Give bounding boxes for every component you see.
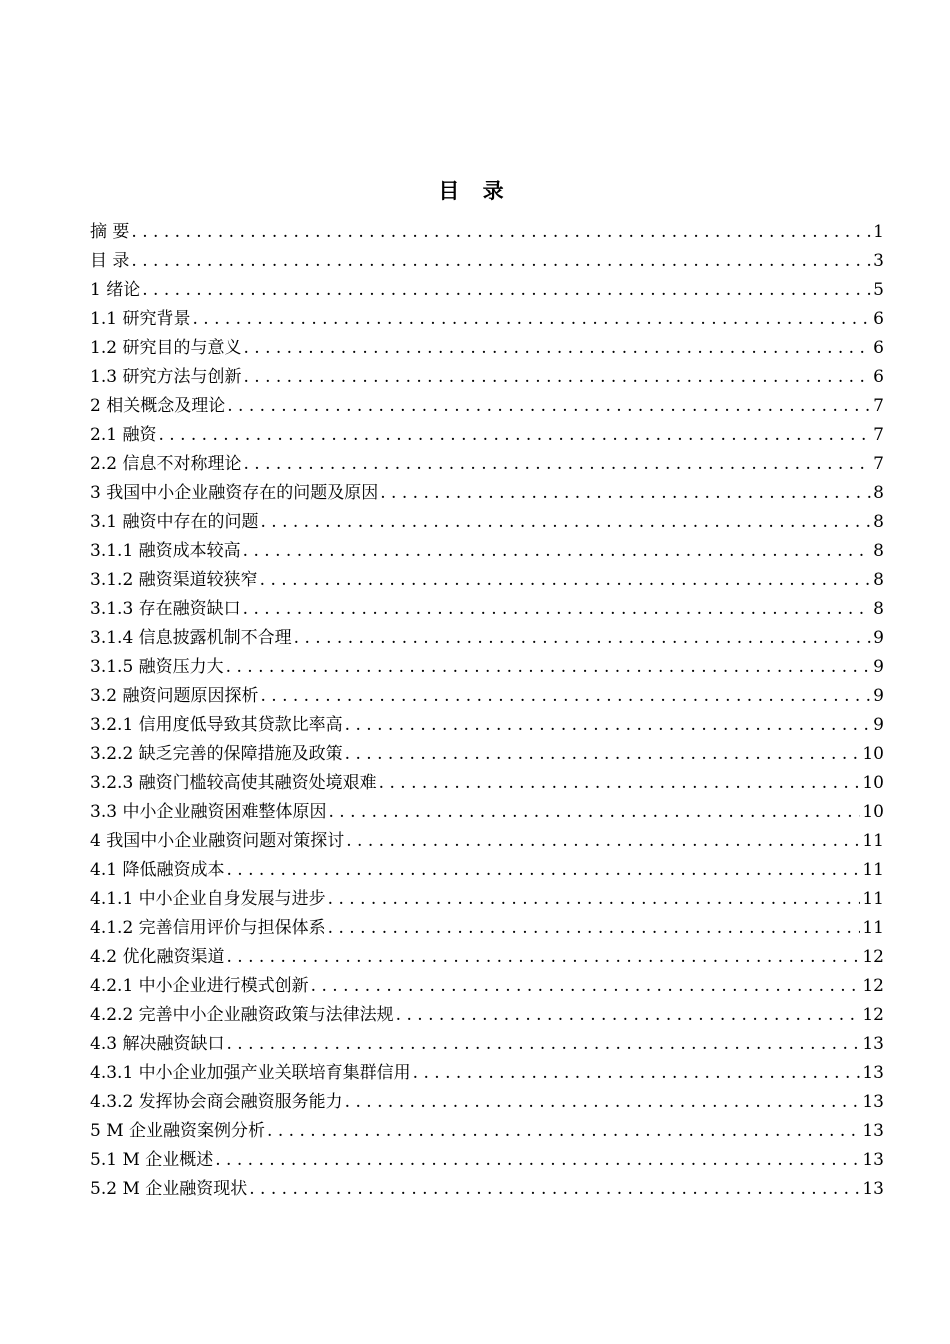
- toc-entry-label: 3.2.3 融资门槛较高使其融资处境艰难: [90, 773, 377, 793]
- toc-dot-leader: [326, 798, 860, 827]
- toc-entry-page-number: 10: [862, 744, 884, 764]
- toc-entry-page-number: 12: [862, 1005, 884, 1025]
- toc-dot-leader: [241, 334, 871, 363]
- toc-title: 目 录: [438, 179, 512, 203]
- toc-entry[interactable]: [90, 276, 884, 305]
- toc-entry-page-number: 11: [862, 860, 884, 880]
- toc-entry-label: 4 我国中小企业融资问题对策探讨: [90, 831, 345, 851]
- toc-entry[interactable]: [90, 914, 884, 943]
- toc-entry[interactable]: [90, 856, 884, 885]
- toc-entry[interactable]: [90, 247, 884, 276]
- toc-entry-page-number: 8: [873, 483, 884, 503]
- toc-dot-leader: [190, 305, 871, 334]
- toc-entry-page-number: 13: [862, 1063, 884, 1083]
- toc-entry[interactable]: [90, 624, 884, 653]
- toc-dot-leader: [378, 479, 871, 508]
- toc-dot-leader: [343, 1088, 861, 1117]
- toc-dot-leader: [224, 1030, 860, 1059]
- toc-entry-page-number: 9: [873, 686, 884, 706]
- toc-dot-leader: [343, 740, 861, 769]
- toc-entry[interactable]: [90, 566, 884, 595]
- toc-entry-label: 4.1 降低融资成本: [90, 860, 225, 880]
- toc-entry-label: 5.2 M 企业融资现状: [90, 1179, 248, 1199]
- toc-dot-leader: [224, 943, 860, 972]
- toc-dot-leader: [129, 218, 871, 247]
- toc-dot-leader: [411, 1059, 861, 1088]
- toc-entry[interactable]: [90, 1059, 884, 1088]
- toc-entry-page-number: 11: [862, 918, 884, 938]
- toc-entry-page-number: 11: [862, 831, 884, 851]
- toc-entry-label: 1.1 研究背景: [90, 309, 191, 329]
- toc-entry-page-number: 13: [862, 1034, 884, 1054]
- toc-entry-label: 4.2 优化融资渠道: [90, 947, 225, 967]
- toc-entry-label: 4.1.1 中小企业自身发展与进步: [90, 889, 326, 909]
- toc-entry-label: 4.1.2 完善信用评价与担保体系: [90, 918, 326, 938]
- toc-entry[interactable]: [90, 218, 884, 247]
- toc-dot-leader: [213, 1146, 860, 1175]
- toc-entry-page-number: 8: [873, 570, 884, 590]
- toc-entry-page-number: 11: [862, 889, 884, 909]
- toc-dot-leader: [394, 1001, 861, 1030]
- toc-entry-page-number: 6: [873, 338, 884, 358]
- toc-dot-leader: [247, 1175, 860, 1204]
- toc-entry-page-number: 10: [862, 802, 884, 822]
- toc-entry[interactable]: [90, 334, 884, 363]
- toc-dot-leader: [326, 914, 861, 943]
- toc-entry-page-number: 1: [873, 222, 884, 242]
- toc-entry-page-number: 12: [862, 976, 884, 996]
- toc-entry[interactable]: [90, 827, 884, 856]
- toc-dot-leader: [309, 972, 861, 1001]
- toc-entry-label: 4.2.2 完善中小企业融资政策与法律法规: [90, 1005, 394, 1025]
- toc-entry-label: 4.3.1 中小企业加强产业关联培育集群信用: [90, 1063, 411, 1083]
- toc-dot-leader: [156, 421, 871, 450]
- toc-dot-leader: [344, 827, 860, 856]
- toc-entry-label: 4.3.2 发挥协会商会融资服务能力: [90, 1092, 343, 1112]
- toc-entry[interactable]: [90, 1001, 884, 1030]
- toc-entry[interactable]: [90, 972, 884, 1001]
- toc-entry-page-number: 12: [862, 947, 884, 967]
- toc-dot-leader: [241, 450, 871, 479]
- toc-entry-label: 3.1.2 融资渠道较狭窄: [90, 570, 258, 590]
- toc-entry-label: 1.3 研究方法与创新: [90, 367, 242, 387]
- toc-entry-label: 3.3 中小企业融资困难整体原因: [90, 802, 327, 822]
- toc-dot-leader: [241, 595, 872, 624]
- toc-entry-page-number: 13: [862, 1121, 884, 1141]
- toc-entry-label: 摘 要: [90, 222, 130, 242]
- toc-entry[interactable]: [90, 682, 884, 711]
- toc-dot-leader: [224, 653, 872, 682]
- toc-dot-leader: [224, 856, 860, 885]
- toc-entry[interactable]: [90, 798, 884, 827]
- toc-entry-label: 2.2 信息不对称理论: [90, 454, 242, 474]
- toc-entry-page-number: 10: [862, 773, 884, 793]
- toc-entry-label: 3.2.2 缺乏完善的保障措施及政策: [90, 744, 343, 764]
- toc-entry-label: 3.1.5 融资压力大: [90, 657, 224, 677]
- toc-entry-page-number: 3: [873, 251, 884, 271]
- toc-dot-leader: [129, 247, 871, 276]
- toc-entry-page-number: 13: [862, 1092, 884, 1112]
- toc-entry-label: 5.1 M 企业概述: [90, 1150, 214, 1170]
- toc-entry-label: 3 我国中小企业融资存在的问题及原因: [90, 483, 379, 503]
- toc-entry[interactable]: [90, 421, 884, 450]
- toc-entry-page-number: 6: [873, 367, 884, 387]
- toc-entry-label: 目 录: [90, 251, 130, 271]
- toc-entry-label: 3.2 融资问题原因探析: [90, 686, 259, 706]
- toc-entry[interactable]: [90, 885, 884, 914]
- toc-dot-leader: [140, 276, 871, 305]
- toc-entry[interactable]: [90, 392, 884, 421]
- toc-dot-leader: [258, 508, 871, 537]
- toc-entry[interactable]: [90, 363, 884, 392]
- toc-dot-leader: [241, 363, 871, 392]
- toc-entry[interactable]: [90, 1088, 884, 1117]
- toc-entry-label: 1.2 研究目的与意义: [90, 338, 242, 358]
- toc-entry[interactable]: [90, 1030, 884, 1059]
- toc-dot-leader: [258, 682, 871, 711]
- toc-entry[interactable]: [90, 711, 884, 740]
- toc-entry-page-number: 13: [862, 1150, 884, 1170]
- toc-dot-leader: [377, 769, 861, 798]
- toc-entry[interactable]: [90, 595, 884, 624]
- toc-entry[interactable]: [90, 769, 884, 798]
- toc-entry[interactable]: [90, 508, 884, 537]
- toc-entry[interactable]: [90, 305, 884, 334]
- toc-dot-leader: [292, 624, 872, 653]
- toc-entry-page-number: 5: [873, 280, 884, 300]
- toc-entry-page-number: 7: [873, 425, 884, 445]
- toc-dot-leader: [225, 392, 871, 421]
- toc-entry[interactable]: [90, 537, 884, 566]
- toc-entry-label: 4.3 解决融资缺口: [90, 1034, 225, 1054]
- toc-entry[interactable]: [90, 653, 884, 682]
- toc-dot-leader: [343, 711, 872, 740]
- toc-entry-label: 5 M 企业融资案例分析: [90, 1121, 266, 1141]
- toc-entry-label: 3.1.4 信息披露机制不合理: [90, 628, 292, 648]
- toc-entry[interactable]: [90, 740, 884, 769]
- toc-entry[interactable]: [90, 1175, 884, 1204]
- toc-entry-page-number: 7: [873, 396, 884, 416]
- toc-entry-label: 1 绪论: [90, 280, 141, 300]
- toc-entry-label: 2 相关概念及理论: [90, 396, 226, 416]
- toc-dot-leader: [265, 1117, 860, 1146]
- toc-entry-page-number: 8: [873, 541, 884, 561]
- toc-entry-page-number: 9: [873, 628, 884, 648]
- toc-dot-leader: [258, 566, 872, 595]
- toc-entry-label: 2.1 融资: [90, 425, 157, 445]
- toc-entry-label: 3.1.1 融资成本较高: [90, 541, 241, 561]
- toc-entry-label: 4.2.1 中小企业进行模式创新: [90, 976, 309, 996]
- toc-list: [90, 218, 884, 1204]
- toc-entry-page-number: 6: [873, 309, 884, 329]
- toc-entry[interactable]: [90, 1146, 884, 1175]
- toc-entry-label: 3.2.1 信用度低导致其贷款比率高: [90, 715, 343, 735]
- toc-entry[interactable]: [90, 450, 884, 479]
- toc-entry-page-number: 9: [873, 715, 884, 735]
- toc-entry-label: 3.1.3 存在融资缺口: [90, 599, 241, 619]
- toc-entry[interactable]: [90, 479, 884, 508]
- toc-entry-page-number: 7: [873, 454, 884, 474]
- toc-entry-page-number: 8: [873, 512, 884, 532]
- toc-entry-label: 3.1 融资中存在的问题: [90, 512, 259, 532]
- toc-dot-leader: [241, 537, 872, 566]
- toc-entry-page-number: 13: [862, 1179, 884, 1199]
- toc-dot-leader: [326, 885, 861, 914]
- toc-entry[interactable]: [90, 1117, 884, 1146]
- toc-entry[interactable]: [90, 943, 884, 972]
- toc-entry-page-number: 9: [873, 657, 884, 677]
- toc-entry-page-number: 8: [873, 599, 884, 619]
